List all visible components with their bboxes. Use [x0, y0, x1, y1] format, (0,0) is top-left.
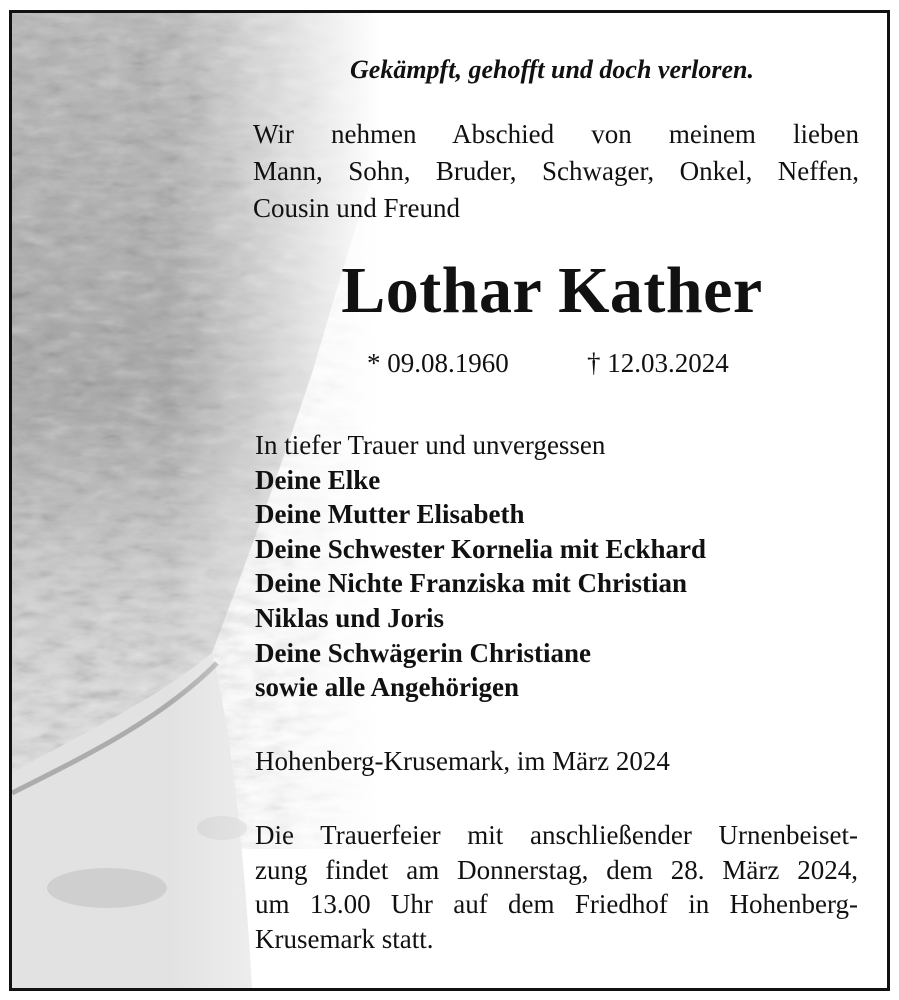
- intro-line: Cousin und Freund: [253, 193, 461, 223]
- death-date: † 12.03.2024: [587, 348, 729, 378]
- mourners-list: [255, 428, 855, 705]
- funeral-line: um 13.00 Uhr auf dem Friedhof in Hohenberg-: [255, 889, 858, 919]
- obituary-text: [12, 13, 887, 988]
- intro-line: Wir nehmen Abschied von meinem lieben: [253, 119, 859, 149]
- birth-date: * 09.08.1960: [367, 348, 509, 378]
- funeral-line: Die Trauerfeier mit anschließender Urnenbeiset-: [255, 820, 858, 850]
- intro-line: Mann, Sohn, Bruder, Schwager, Onkel, Neffen,: [253, 156, 859, 186]
- funeral-line: Krusemark statt.: [255, 923, 434, 954]
- mourner: Deine Elke: [255, 464, 381, 495]
- mourner: Deine Nichte Franziska mit Christian: [255, 568, 687, 599]
- mourner: sowie alle Angehörigen: [255, 672, 519, 703]
- obituary-frame: [9, 10, 890, 991]
- funeral-line: zung findet am Donnerstag, dem 28. März 2024,: [255, 854, 858, 885]
- funeral-notice: [255, 818, 858, 956]
- mourner: Deine Schwägerin Christiane: [255, 637, 591, 668]
- mourner: Deine Mutter Elisabeth: [255, 499, 525, 530]
- mourner: Deine Schwester Kornelia mit Eckhard: [255, 533, 706, 564]
- motto: Gekämpft, gehofft und doch verloren.: [350, 55, 754, 84]
- deceased-name: Lothar Kather: [341, 254, 763, 327]
- intro-text: [253, 116, 859, 227]
- place-date: Hohenberg-Krusemark, im März 2024: [255, 746, 670, 776]
- mourner: Niklas und Joris: [255, 602, 445, 633]
- mourning-phrase: In tiefer Trauer und unvergessen: [255, 430, 606, 460]
